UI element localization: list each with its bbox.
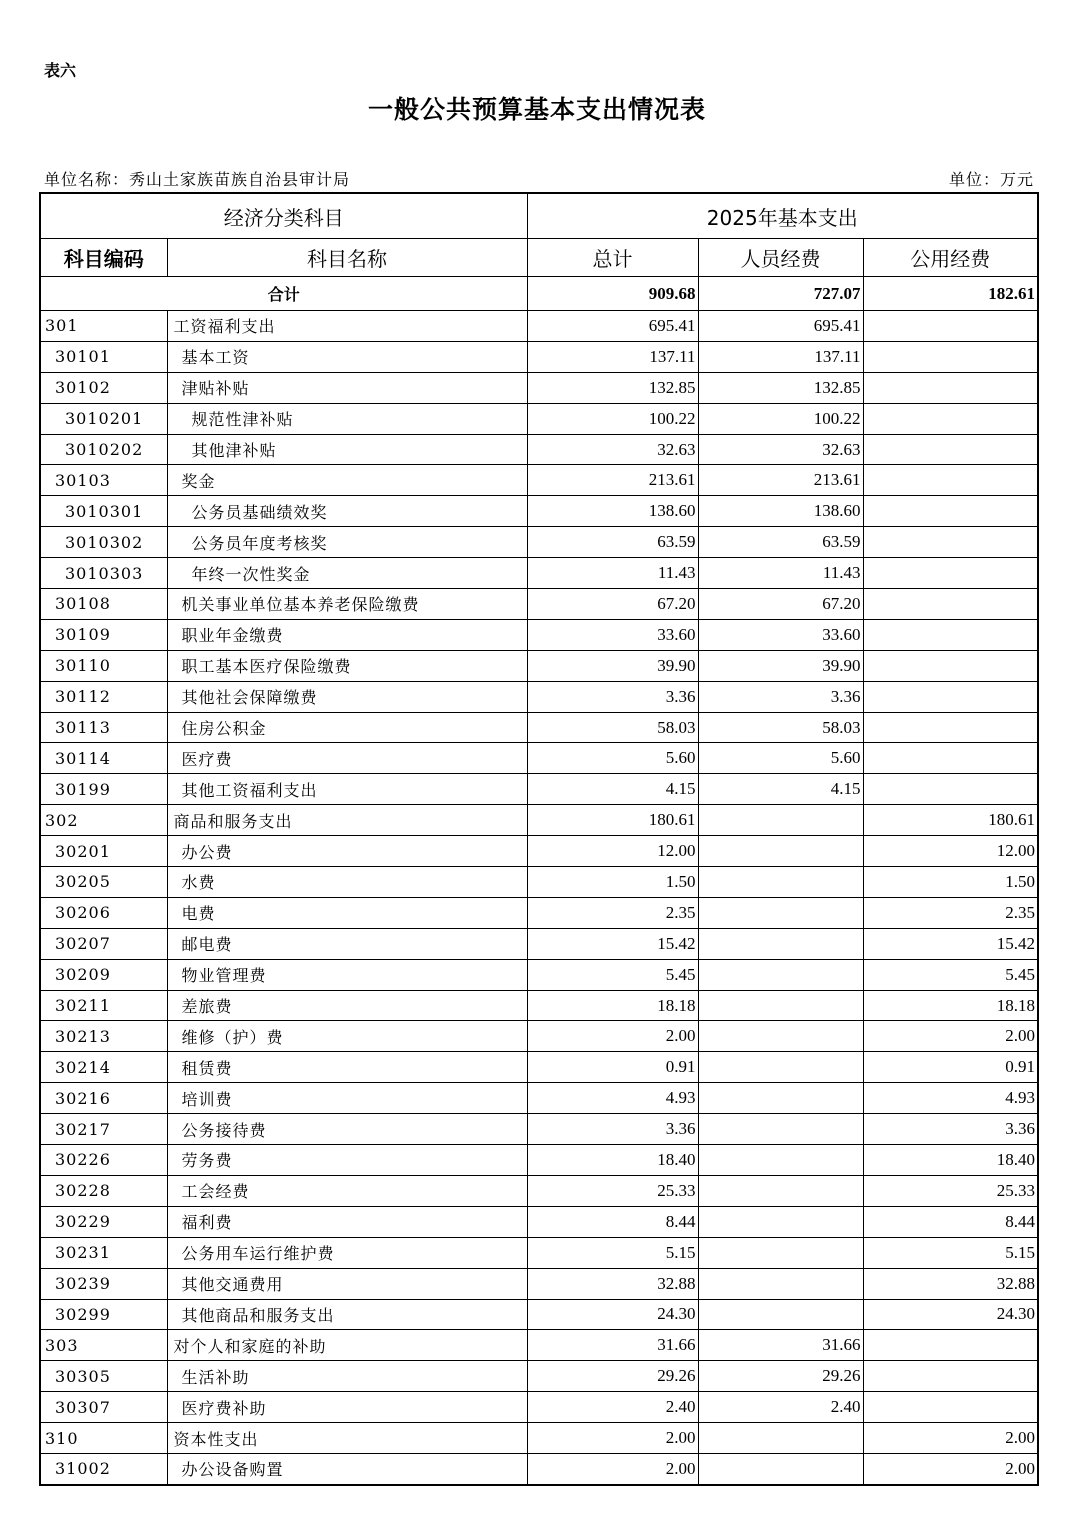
cell-total: 137.11 <box>527 341 698 372</box>
cell-total: 2.35 <box>527 897 698 928</box>
total-personnel: 727.07 <box>698 277 863 311</box>
cell-personnel <box>698 928 863 959</box>
table-row <box>40 1206 1038 1237</box>
cell-code: 30103 <box>40 465 167 496</box>
cell-public <box>863 558 1038 589</box>
cell-name: 公务员年度考核奖 <box>167 527 527 558</box>
table-row <box>40 1145 1038 1176</box>
cell-code: 30209 <box>40 959 167 990</box>
header-code: 科目编码 <box>40 239 167 277</box>
table-row <box>40 1423 1038 1454</box>
cell-public: 2.00 <box>863 1453 1038 1484</box>
cell-personnel: 138.60 <box>698 496 863 527</box>
table-row <box>40 1330 1038 1361</box>
cell-code: 30206 <box>40 897 167 928</box>
cell-code: 30207 <box>40 928 167 959</box>
cell-name: 奖金 <box>167 465 527 496</box>
cell-public <box>863 1361 1038 1392</box>
cell-name: 医疗费 <box>167 743 527 774</box>
unit-name: 单位名称：秀山土家族苗族自治县审计局 <box>44 170 351 189</box>
cell-code: 30214 <box>40 1052 167 1083</box>
cell-personnel <box>698 1175 863 1206</box>
cell-name: 基本工资 <box>167 341 527 372</box>
cell-name: 公务接待费 <box>167 1114 527 1145</box>
table-row <box>40 805 1038 836</box>
header-column-row <box>40 239 1038 277</box>
cell-personnel: 11.43 <box>698 558 863 589</box>
cell-name: 其他津补贴 <box>167 434 527 465</box>
cell-public: 32.88 <box>863 1268 1038 1299</box>
cell-personnel: 100.22 <box>698 403 863 434</box>
cell-public: 2.00 <box>863 1423 1038 1454</box>
cell-code: 303 <box>40 1330 167 1361</box>
cell-total: 25.33 <box>527 1175 698 1206</box>
cell-personnel: 29.26 <box>698 1361 863 1392</box>
cell-public: 1.50 <box>863 867 1038 898</box>
cell-total: 31.66 <box>527 1330 698 1361</box>
cell-public <box>863 1392 1038 1423</box>
cell-personnel: 67.20 <box>698 589 863 620</box>
cell-public: 8.44 <box>863 1206 1038 1237</box>
cell-total: 100.22 <box>527 403 698 434</box>
cell-public <box>863 311 1038 342</box>
cell-personnel <box>698 836 863 867</box>
cell-personnel <box>698 1083 863 1114</box>
cell-personnel: 2.40 <box>698 1392 863 1423</box>
table-row <box>40 558 1038 589</box>
cell-personnel <box>698 959 863 990</box>
cell-name: 培训费 <box>167 1083 527 1114</box>
cell-personnel: 63.59 <box>698 527 863 558</box>
header-group-left: 经济分类科目 <box>40 193 527 239</box>
cell-total: 5.45 <box>527 959 698 990</box>
table-row <box>40 774 1038 805</box>
cell-name: 其他商品和服务支出 <box>167 1299 527 1330</box>
header-public: 公用经费 <box>863 239 1038 277</box>
cell-total: 213.61 <box>527 465 698 496</box>
cell-total: 1.50 <box>527 867 698 898</box>
cell-name: 年终一次性奖金 <box>167 558 527 589</box>
cell-public: 2.00 <box>863 1021 1038 1052</box>
cell-personnel: 137.11 <box>698 341 863 372</box>
cell-total: 12.00 <box>527 836 698 867</box>
cell-public: 2.35 <box>863 897 1038 928</box>
header-total: 总计 <box>527 239 698 277</box>
cell-code: 30199 <box>40 774 167 805</box>
cell-personnel: 33.60 <box>698 619 863 650</box>
cell-code: 30217 <box>40 1114 167 1145</box>
cell-code: 3010303 <box>40 558 167 589</box>
cell-personnel: 31.66 <box>698 1330 863 1361</box>
cell-personnel <box>698 1299 863 1330</box>
cell-public <box>863 1330 1038 1361</box>
cell-name: 租赁费 <box>167 1052 527 1083</box>
cell-personnel: 5.60 <box>698 743 863 774</box>
cell-total: 3.36 <box>527 1114 698 1145</box>
cell-code: 30108 <box>40 589 167 620</box>
cell-personnel: 32.63 <box>698 434 863 465</box>
cell-public: 3.36 <box>863 1114 1038 1145</box>
cell-code: 3010201 <box>40 403 167 434</box>
cell-public <box>863 496 1038 527</box>
cell-total: 58.03 <box>527 712 698 743</box>
cell-public: 24.30 <box>863 1299 1038 1330</box>
cell-total: 18.40 <box>527 1145 698 1176</box>
cell-code: 30110 <box>40 650 167 681</box>
cell-code: 30305 <box>40 1361 167 1392</box>
cell-name: 物业管理费 <box>167 959 527 990</box>
total-label: 合计 <box>40 277 527 311</box>
cell-public: 25.33 <box>863 1175 1038 1206</box>
table-row <box>40 403 1038 434</box>
cell-code: 31002 <box>40 1453 167 1484</box>
table-row <box>40 681 1038 712</box>
cell-total: 5.15 <box>527 1237 698 1268</box>
table-row <box>40 897 1038 928</box>
cell-code: 3010202 <box>40 434 167 465</box>
cell-personnel <box>698 1114 863 1145</box>
cell-personnel: 132.85 <box>698 372 863 403</box>
cell-code: 30102 <box>40 372 167 403</box>
cell-name: 维修（护）费 <box>167 1021 527 1052</box>
cell-code: 30226 <box>40 1145 167 1176</box>
cell-total: 18.18 <box>527 990 698 1021</box>
cell-code: 30101 <box>40 341 167 372</box>
unit-label: 单位：万元 <box>948 170 1034 189</box>
cell-name: 公务用车运行维护费 <box>167 1237 527 1268</box>
cell-personnel: 3.36 <box>698 681 863 712</box>
cell-total: 15.42 <box>527 928 698 959</box>
cell-code: 30216 <box>40 1083 167 1114</box>
cell-code: 30231 <box>40 1237 167 1268</box>
cell-name: 规范性津补贴 <box>167 403 527 434</box>
cell-personnel <box>698 1021 863 1052</box>
cell-total: 3.36 <box>527 681 698 712</box>
cell-code: 30299 <box>40 1299 167 1330</box>
cell-total: 32.88 <box>527 1268 698 1299</box>
cell-code: 30109 <box>40 619 167 650</box>
cell-public <box>863 527 1038 558</box>
cell-total: 2.00 <box>527 1021 698 1052</box>
cell-total: 24.30 <box>527 1299 698 1330</box>
cell-name: 商品和服务支出 <box>167 805 527 836</box>
cell-personnel: 695.41 <box>698 311 863 342</box>
cell-name: 公务员基础绩效奖 <box>167 496 527 527</box>
cell-total: 8.44 <box>527 1206 698 1237</box>
cell-personnel <box>698 867 863 898</box>
table-row <box>40 867 1038 898</box>
cell-total: 0.91 <box>527 1052 698 1083</box>
cell-personnel <box>698 1453 863 1484</box>
cell-total: 695.41 <box>527 311 698 342</box>
cell-public: 12.00 <box>863 836 1038 867</box>
cell-name: 其他社会保障缴费 <box>167 681 527 712</box>
table-row <box>40 1052 1038 1083</box>
cell-code: 30213 <box>40 1021 167 1052</box>
header-group-right: 2025年基本支出 <box>527 193 1038 239</box>
table-row <box>40 619 1038 650</box>
cell-name: 其他工资福利支出 <box>167 774 527 805</box>
cell-name: 机关事业单位基本养老保险缴费 <box>167 589 527 620</box>
cell-total: 2.00 <box>527 1423 698 1454</box>
cell-name: 劳务费 <box>167 1145 527 1176</box>
table-row <box>40 465 1038 496</box>
cell-total: 4.15 <box>527 774 698 805</box>
cell-code: 30114 <box>40 743 167 774</box>
cell-personnel <box>698 805 863 836</box>
cell-code: 30229 <box>40 1206 167 1237</box>
cell-public: 5.45 <box>863 959 1038 990</box>
cell-total: 63.59 <box>527 527 698 558</box>
table-row <box>40 589 1038 620</box>
cell-personnel <box>698 897 863 928</box>
cell-name: 差旅费 <box>167 990 527 1021</box>
cell-total: 11.43 <box>527 558 698 589</box>
cell-name: 水费 <box>167 867 527 898</box>
cell-total: 33.60 <box>527 619 698 650</box>
cell-public: 18.40 <box>863 1145 1038 1176</box>
cell-public <box>863 403 1038 434</box>
cell-personnel <box>698 1145 863 1176</box>
cell-code: 301 <box>40 311 167 342</box>
table-row <box>40 650 1038 681</box>
cell-total: 39.90 <box>527 650 698 681</box>
cell-total: 138.60 <box>527 496 698 527</box>
table-row <box>40 1392 1038 1423</box>
cell-name: 电费 <box>167 897 527 928</box>
cell-personnel <box>698 990 863 1021</box>
cell-code: 30307 <box>40 1392 167 1423</box>
cell-public <box>863 434 1038 465</box>
header-group-row <box>40 193 1038 239</box>
cell-name: 对个人和家庭的补助 <box>167 1330 527 1361</box>
cell-code: 30211 <box>40 990 167 1021</box>
table-row <box>40 1453 1038 1484</box>
cell-public <box>863 589 1038 620</box>
cell-public: 4.93 <box>863 1083 1038 1114</box>
cell-personnel: 213.61 <box>698 465 863 496</box>
cell-name: 职业年金缴费 <box>167 619 527 650</box>
cell-total: 4.93 <box>527 1083 698 1114</box>
cell-public <box>863 465 1038 496</box>
cell-name: 津贴补贴 <box>167 372 527 403</box>
table-row <box>40 1299 1038 1330</box>
cell-public: 180.61 <box>863 805 1038 836</box>
cell-personnel: 4.15 <box>698 774 863 805</box>
cell-public <box>863 372 1038 403</box>
table-row <box>40 1083 1038 1114</box>
total-public: 182.61 <box>863 277 1038 311</box>
cell-code: 30205 <box>40 867 167 898</box>
cell-name: 医疗费补助 <box>167 1392 527 1423</box>
table-body <box>40 311 1038 1485</box>
cell-personnel: 39.90 <box>698 650 863 681</box>
table-row <box>40 928 1038 959</box>
cell-name: 住房公积金 <box>167 712 527 743</box>
cell-code: 3010301 <box>40 496 167 527</box>
cell-code: 30113 <box>40 712 167 743</box>
cell-personnel: 58.03 <box>698 712 863 743</box>
cell-total: 67.20 <box>527 589 698 620</box>
cell-public <box>863 650 1038 681</box>
cell-code: 30201 <box>40 836 167 867</box>
table-row <box>40 836 1038 867</box>
cell-public <box>863 341 1038 372</box>
table-row <box>40 311 1038 342</box>
cell-total: 132.85 <box>527 372 698 403</box>
cell-total: 2.00 <box>527 1453 698 1484</box>
cell-total: 5.60 <box>527 743 698 774</box>
table-row <box>40 527 1038 558</box>
cell-public <box>863 619 1038 650</box>
table-tag: 表六 <box>44 61 77 80</box>
cell-name: 办公费 <box>167 836 527 867</box>
cell-name: 生活补助 <box>167 1361 527 1392</box>
cell-total: 32.63 <box>527 434 698 465</box>
cell-code: 30228 <box>40 1175 167 1206</box>
table-row <box>40 1361 1038 1392</box>
cell-public <box>863 774 1038 805</box>
cell-personnel <box>698 1423 863 1454</box>
table-row <box>40 1021 1038 1052</box>
cell-code: 30239 <box>40 1268 167 1299</box>
table-row <box>40 1175 1038 1206</box>
cell-total: 180.61 <box>527 805 698 836</box>
table-row <box>40 434 1038 465</box>
table-row <box>40 743 1038 774</box>
cell-code: 302 <box>40 805 167 836</box>
table-row <box>40 496 1038 527</box>
cell-public <box>863 681 1038 712</box>
cell-name: 办公设备购置 <box>167 1453 527 1484</box>
cell-name: 工资福利支出 <box>167 311 527 342</box>
total-total: 909.68 <box>527 277 698 311</box>
cell-name: 工会经费 <box>167 1175 527 1206</box>
cell-public <box>863 743 1038 774</box>
cell-name: 资本性支出 <box>167 1423 527 1454</box>
cell-personnel <box>698 1237 863 1268</box>
cell-public: 18.18 <box>863 990 1038 1021</box>
cell-public: 0.91 <box>863 1052 1038 1083</box>
cell-name: 福利费 <box>167 1206 527 1237</box>
cell-name: 邮电费 <box>167 928 527 959</box>
cell-name: 其他交通费用 <box>167 1268 527 1299</box>
header-personnel: 人员经费 <box>698 239 863 277</box>
cell-code: 310 <box>40 1423 167 1454</box>
cell-public <box>863 712 1038 743</box>
table-row <box>40 341 1038 372</box>
cell-code: 3010302 <box>40 527 167 558</box>
table-row <box>40 372 1038 403</box>
cell-code: 30112 <box>40 681 167 712</box>
cell-personnel <box>698 1268 863 1299</box>
table-row <box>40 1268 1038 1299</box>
page-title: 一般公共预算基本支出情况表 <box>367 95 706 124</box>
cell-total: 29.26 <box>527 1361 698 1392</box>
table-row <box>40 990 1038 1021</box>
cell-name: 职工基本医疗保险缴费 <box>167 650 527 681</box>
cell-personnel <box>698 1206 863 1237</box>
total-row <box>40 277 1038 311</box>
cell-public: 5.15 <box>863 1237 1038 1268</box>
cell-personnel <box>698 1052 863 1083</box>
table-row <box>40 959 1038 990</box>
budget-table <box>39 192 1039 1486</box>
table-row <box>40 712 1038 743</box>
header-name: 科目名称 <box>167 239 527 277</box>
table-row <box>40 1237 1038 1268</box>
table-row <box>40 1114 1038 1145</box>
cell-total: 2.40 <box>527 1392 698 1423</box>
cell-public: 15.42 <box>863 928 1038 959</box>
